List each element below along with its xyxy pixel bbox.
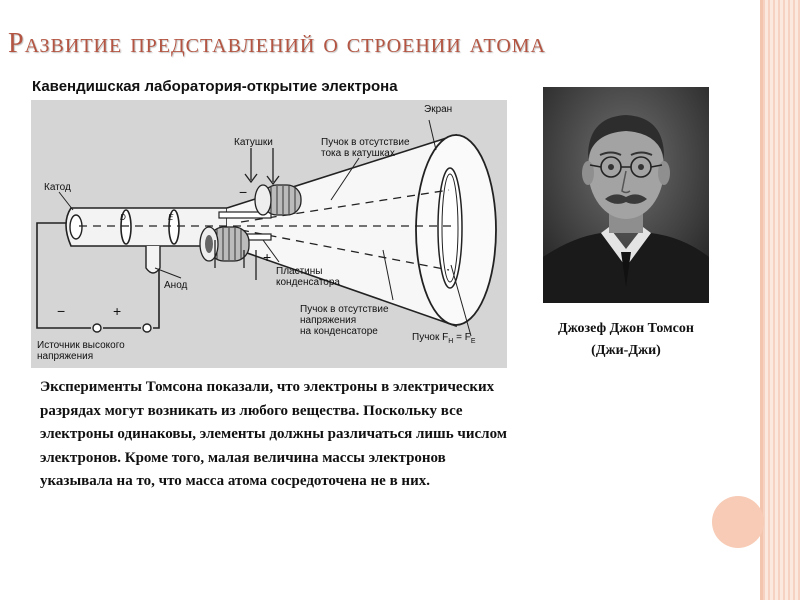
body-line: электроны одинаковы, элементы должны различаться лишь числом: [40, 426, 507, 442]
body-paragraph: [40, 376, 680, 494]
coil-front: [200, 227, 249, 261]
beam-no-current-line1: Пучок в отсутствие: [321, 137, 410, 148]
beam-no-current-label: [321, 137, 410, 159]
portrait-image: [543, 87, 709, 303]
caption-nickname: (Джи-Джи): [591, 343, 661, 358]
anode-label: Анод: [164, 280, 188, 291]
coil-back: [255, 185, 301, 215]
caption-name: Джозеф Джон Томсон: [558, 321, 694, 336]
source-plus-sign: +: [113, 303, 122, 319]
voltage-source-line2: напряжения: [37, 351, 94, 362]
capacitor-plates-line1: Пластины: [276, 266, 323, 277]
body-line: электронов. Кроме того, малая величина массы электронов: [40, 449, 446, 466]
beam-balanced-eq: = F: [453, 332, 471, 343]
beam-no-voltage-label: [300, 304, 389, 337]
beam-no-voltage-line2: напряжения: [300, 315, 357, 326]
beam-no-voltage-line1: Пучок в отсутствие: [300, 304, 389, 315]
beam-balanced-label: [412, 332, 475, 347]
cathode-label: Катод: [44, 182, 71, 193]
beam-balanced-sub-e: E: [470, 338, 476, 345]
beam-no-current-line2: тока в катушках: [321, 148, 395, 159]
plate-minus-sign: −: [239, 184, 248, 200]
plate-d-label: D: [120, 213, 126, 222]
cathode-ray-tube-diagram: [31, 100, 507, 368]
slide-title: Развитие представлений о строении атома: [8, 28, 546, 59]
body-line: разрядах могут возникать из любого вещества. Поскольку все: [40, 402, 463, 419]
coils-label: Катушки: [234, 137, 273, 148]
body-line: Эксперименты Томсона показали, что электроны в электрических: [40, 379, 495, 395]
voltage-source-label: [37, 340, 125, 362]
screen-label: Экран: [424, 104, 453, 115]
voltage-source-line1: Источник высокого: [37, 340, 125, 351]
portrait-caption: [530, 318, 722, 362]
slide-subtitle: Кавендишская лаборатория-открытие электрона: [32, 78, 398, 95]
capacitor-plates-label: [276, 266, 340, 288]
beam-balanced-sub-h: H: [448, 338, 454, 345]
capacitor-plates-line2: конденсатора: [276, 277, 340, 288]
body-line: указывала на то, что масса атома сосредоточена не в них.: [40, 473, 430, 489]
beam-balanced-text: Пучок F: [412, 332, 449, 343]
plate-plus-sign: +: [263, 249, 272, 265]
source-minus-sign: −: [57, 303, 66, 319]
decorative-circle: [712, 496, 764, 548]
plate-e-label: E: [168, 213, 174, 222]
portrait-drawing: [543, 87, 709, 303]
decorative-side-band: [763, 0, 800, 600]
beam-no-voltage-line3: на конденсаторе: [300, 326, 378, 337]
